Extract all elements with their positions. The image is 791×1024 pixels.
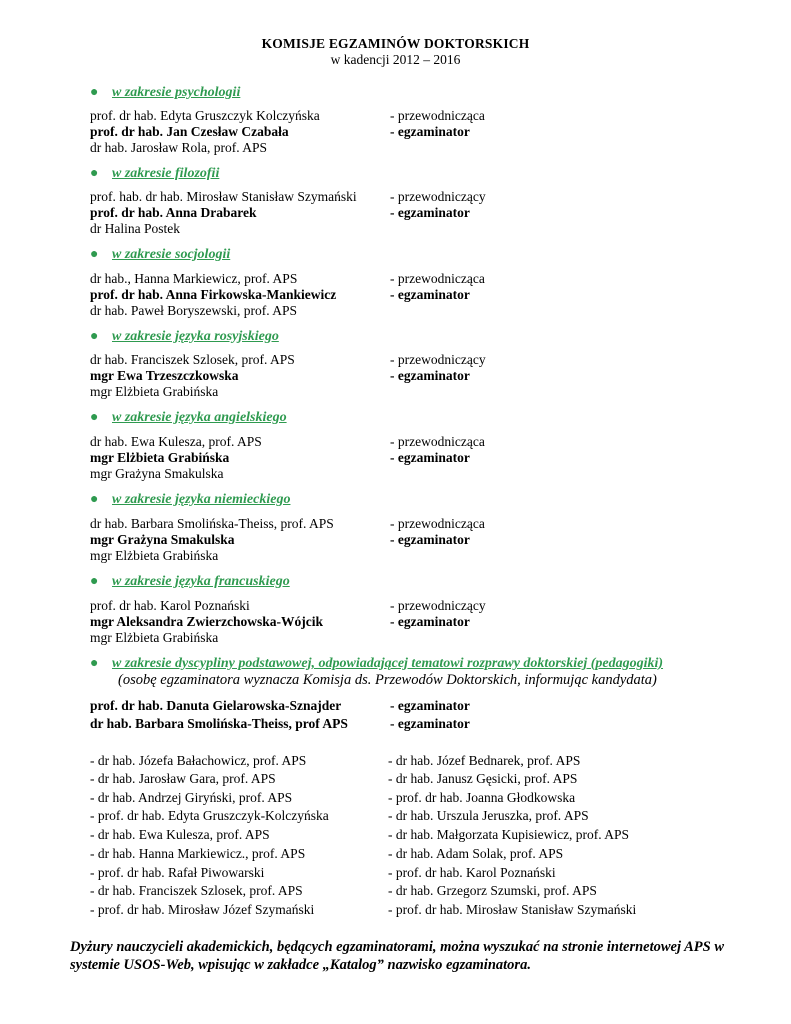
discipline-note: (osobę egzaminatora wyznacza Komisja ds. Przewodów Doktorskich, informując kandydata) — [118, 672, 657, 688]
member-row: prof. dr hab. Anna Firkowska-Mankiewicz - egzaminator — [90, 287, 470, 302]
member-row: mgr Aleksandra Zwierzchowska-Wójcik - egzaminator — [90, 614, 470, 629]
member-row: dr hab. Barbara Smolińska-Theiss, prof. APS - przewodnicząca — [90, 516, 485, 531]
page-subtitle: w kadencji 2012 – 2016 — [330, 52, 461, 67]
list-item: - prof. dr hab. Rafał Piwowarski - prof. dr hab. Karol Poznański — [90, 865, 556, 880]
section-heading-english[interactable]: ● w zakresie języka angielskiego — [90, 410, 287, 425]
list-item: - prof. dr hab. Edyta Gruszczyk-Kolczyńska - dr hab. Urszula Jeruszka, prof. APS — [90, 808, 589, 823]
section-heading-psychology[interactable]: ● w zakresie psychologii — [90, 85, 241, 100]
member-row: dr hab. Paweł Boryszewski, prof. APS — [90, 303, 297, 318]
page-title: KOMISJE EGZAMINÓW DOKTORSKICH — [261, 36, 530, 51]
list-item: - dr hab. Andrzej Giryński, prof. APS - prof. dr hab. Joanna Głodkowska — [90, 790, 576, 805]
member-row: mgr Ewa Trzeszczkowska - egzaminator — [90, 368, 470, 383]
member-row: prof. dr hab. Jan Czesław Czabała - egzaminator — [90, 124, 470, 139]
bullet-icon: ● — [90, 166, 99, 181]
member-row: mgr Elżbieta Grabińska — [90, 630, 219, 645]
bullet-icon: ● — [90, 492, 99, 507]
member-row: dr hab., Hanna Markiewicz, prof. APS - przewodnicząca — [90, 271, 485, 286]
section-heading-german[interactable]: ● w zakresie języka niemieckiego — [90, 492, 291, 507]
list-item: - dr hab. Jarosław Gara, prof. APS - dr hab. Janusz Gęsicki, prof. APS — [90, 771, 578, 786]
member-row: prof. dr hab. Anna Drabarek - egzaminator — [90, 205, 470, 220]
member-row: prof. dr hab. Karol Poznański - przewodniczący — [90, 598, 486, 613]
footer-note: Dyżury nauczycieli akademickich, będących egzaminatorami, można wyszukać na stronie internetowej APS w systemie USOS-Web, wpisując w zakładce „Katalog” nazwisko egzaminatora. — [70, 939, 724, 973]
list-item: - dr hab. Ewa Kulesza, prof. APS - dr hab. Małgorzata Kupisiewicz, prof. APS — [90, 827, 630, 842]
list-item: - dr hab. Franciszek Szlosek, prof. APS - dr hab. Grzegorz Szumski, prof. APS — [90, 883, 597, 898]
member-row: dr Halina Postek — [90, 221, 180, 236]
member-row: prof. hab. dr hab. Mirosław Stanisław Szymański - przewodniczący — [90, 189, 486, 204]
member-row: prof. dr hab. Edyta Gruszczyk Kolczyńska - przewodnicząca — [90, 108, 485, 123]
member-row: dr hab. Jarosław Rola, prof. APS — [90, 140, 267, 155]
member-row: dr hab. Franciszek Szlosek, prof. APS - przewodniczący — [90, 352, 486, 367]
section-heading-russian[interactable]: ● w zakresie języka rosyjskiego — [90, 329, 279, 344]
examiner-row: prof. dr hab. Danuta Gielarowska-Sznajder - egzaminator — [90, 698, 470, 713]
document-header — [0, 36, 791, 68]
member-row: dr hab. Ewa Kulesza, prof. APS - przewodnicząca — [90, 434, 485, 449]
bullet-icon: ● — [90, 656, 99, 671]
section-heading-french[interactable]: ● w zakresie języka francuskiego — [90, 574, 290, 589]
section-heading-philosophy[interactable]: ● w zakresie filozofii — [90, 166, 220, 181]
examiner-row: dr hab. Barbara Smolińska-Theiss, prof APS - egzaminator — [90, 716, 470, 731]
bullet-icon: ● — [90, 247, 99, 262]
member-row: mgr Elżbieta Grabińska — [90, 384, 219, 399]
member-row: mgr Elżbieta Grabińska — [90, 548, 219, 563]
member-row: mgr Grażyna Smakulska — [90, 466, 224, 481]
bullet-icon: ● — [90, 329, 99, 344]
list-item: - prof. dr hab. Mirosław Józef Szymański - prof. dr hab. Mirosław Stanisław Szymański — [90, 902, 637, 917]
bullet-icon: ● — [90, 410, 99, 425]
list-item: - dr hab. Józefa Bałachowicz, prof. APS - dr hab. Józef Bednarek, prof. APS — [90, 753, 581, 768]
bullet-icon: ● — [90, 85, 99, 100]
member-row: mgr Grażyna Smakulska - egzaminator — [90, 532, 470, 547]
section-heading-discipline[interactable]: ● w zakresie dyscypliny podstawowej, odpowiadającej tematowi rozprawy doktorskiej (pedagogiki) — [90, 656, 664, 671]
member-row: mgr Elżbieta Grabińska - egzaminator — [90, 450, 470, 465]
list-item: - dr hab. Hanna Markiewicz., prof. APS - dr hab. Adam Solak, prof. APS — [90, 846, 564, 861]
section-heading-sociology[interactable]: ● w zakresie socjologii — [90, 247, 231, 262]
bullet-icon: ● — [90, 574, 99, 589]
